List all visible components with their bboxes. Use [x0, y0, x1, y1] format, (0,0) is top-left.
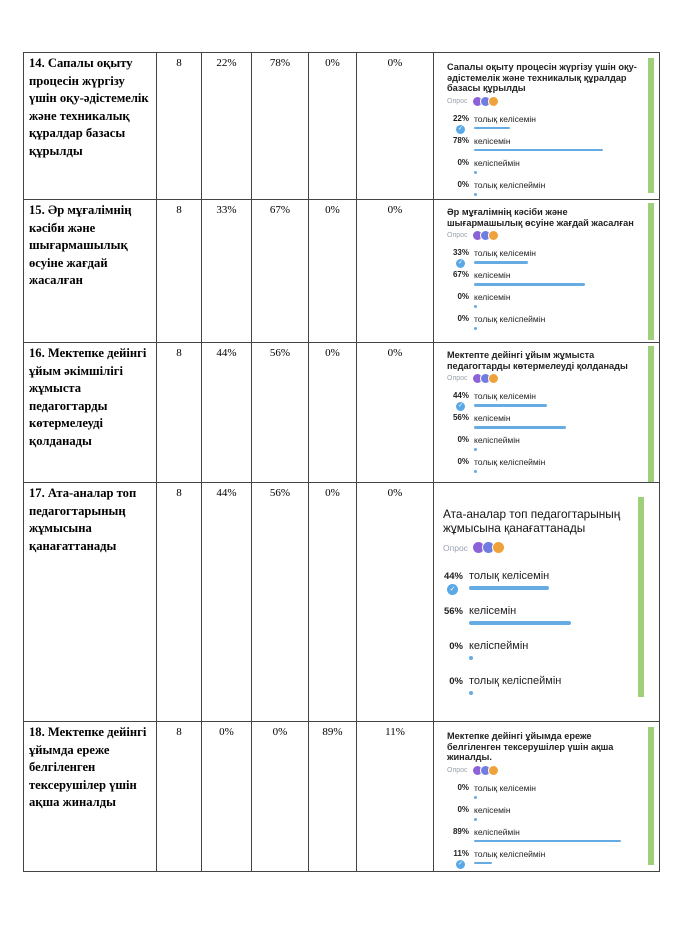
disagree-cell: 0% [309, 483, 357, 722]
poll-screenshot-cell [434, 722, 660, 872]
option-percent: 44% [443, 571, 463, 582]
avatar [488, 96, 499, 107]
poll-option [447, 412, 640, 434]
fully-agree-cell: 33% [202, 200, 252, 343]
poll-option [447, 434, 640, 456]
option-label: толық келісемін [474, 391, 536, 402]
agree-cell: 0% [252, 722, 309, 872]
option-percent: 44% [452, 391, 469, 401]
avatar-stack [472, 541, 505, 554]
option-percent: 33% [452, 248, 469, 258]
option-bar [469, 691, 473, 695]
poll-card [441, 203, 654, 340]
option-percent: 67% [452, 270, 469, 280]
option-percent: 0% [457, 314, 469, 324]
option-bar [474, 327, 477, 330]
option-percent: 78% [452, 135, 469, 145]
agree-cell: 56% [252, 343, 309, 483]
check-icon: ✓ [457, 860, 464, 867]
poll-title: Ата-аналар топ педагогтарының жұмысына қанағаттанады [443, 507, 621, 535]
option-percent: 0% [449, 676, 463, 687]
poll-title: Мектепте дейінгі ұйым жұмыста педагогтарды көтермелеуді қолданады [447, 350, 628, 371]
check-icon: ✓ [457, 260, 464, 267]
option-label: толық келіспеймін [474, 179, 546, 190]
poll-screenshot-cell [434, 483, 660, 722]
disagree-cell: 0% [309, 200, 357, 343]
avatar [488, 765, 499, 776]
option-label: келіспеймін [474, 826, 520, 837]
option-bar [474, 862, 492, 865]
option-percent: 0% [457, 157, 469, 167]
option-label: толық келісемін [469, 570, 550, 582]
option-label: толық келісемін [474, 113, 536, 124]
fully-disagree-cell: 0% [357, 53, 434, 200]
table-row [24, 483, 660, 722]
poll-option [447, 269, 640, 291]
check-icon: ✓ [447, 584, 458, 595]
option-bar [474, 305, 477, 308]
option-label: толық келіспеймін [474, 848, 546, 859]
fully-disagree-cell: 11% [357, 722, 434, 872]
avatar-stack [472, 96, 499, 107]
fully-disagree-cell: 0% [357, 343, 434, 483]
option-bar [469, 621, 571, 625]
option-bar [474, 193, 477, 196]
option-bar [474, 448, 477, 451]
fully-agree-cell: 22% [202, 53, 252, 200]
option-label: толық келісемін [474, 248, 536, 259]
option-label: келіспеймін [474, 157, 520, 168]
option-percent: 56% [443, 606, 463, 617]
table-row [24, 200, 660, 343]
poll-card [441, 727, 654, 865]
poll-card [441, 346, 654, 482]
fully-agree-cell: 44% [202, 343, 252, 483]
question-cell: 16. Мектепке дейінгі ұйым әкімшілігі жұмыста педагогтарды көтермелеуді қолданады [24, 343, 157, 483]
poll-title: Әр мұғалімнің кәсіби және шығармашылық өсуіне жағдай жасалған [447, 207, 634, 228]
option-label: толық келісемін [474, 782, 536, 793]
question-cell: 17. Ата-аналар топ педагогтарының жұмысына қанағаттанады [24, 483, 157, 722]
option-bar [474, 840, 621, 843]
poll-title: Мектепке дейінгі ұйымда ереже белгіленген тексерушілер үшін ақша жиналды. [447, 731, 614, 763]
poll-type: Опрос [443, 541, 630, 554]
poll-option [447, 313, 640, 335]
avatar-stack [472, 765, 499, 776]
poll-options [447, 113, 640, 201]
survey-table [23, 52, 660, 872]
question-cell: 15. Әр мұғалімнің кәсіби және шығармашылық өсуіне жағдай жасалған [24, 200, 157, 343]
fully-disagree-cell: 0% [357, 200, 434, 343]
poll-option [447, 247, 640, 269]
poll-options [447, 782, 640, 870]
poll-card [441, 58, 654, 193]
respondent-count-cell: 8 [157, 343, 202, 483]
fully-agree-cell: 0% [202, 722, 252, 872]
poll-option [443, 673, 630, 708]
option-percent: 56% [452, 413, 469, 423]
option-bar [469, 656, 473, 660]
poll-option [443, 603, 630, 638]
table-row [24, 722, 660, 872]
poll-type: Опрос [447, 373, 640, 384]
poll-option [447, 179, 640, 201]
option-label: толық келіспеймін [474, 314, 546, 325]
option-percent: 22% [452, 113, 469, 123]
option-bar [474, 426, 566, 429]
option-percent: 0% [457, 782, 469, 792]
poll-title: Сапалы оқыту процесін жүргізу үшін оқу-әдістемелік және техникалық құралдар базасы құрылды [447, 62, 637, 94]
poll-card [435, 497, 644, 697]
option-label: келісемін [474, 270, 511, 281]
option-bar [474, 171, 477, 174]
disagree-cell: 0% [309, 343, 357, 483]
respondent-count-cell: 8 [157, 722, 202, 872]
poll-option [447, 456, 640, 478]
option-bar [474, 127, 510, 130]
option-percent: 0% [457, 179, 469, 189]
poll-option [443, 568, 630, 603]
option-label: келіспеймін [474, 435, 520, 446]
option-bar [474, 818, 477, 821]
avatar [488, 230, 499, 241]
option-bar [474, 404, 547, 407]
poll-options [443, 568, 630, 708]
option-bar [474, 261, 528, 264]
option-label: келісемін [474, 135, 511, 146]
poll-option [447, 782, 640, 804]
option-percent: 0% [449, 641, 463, 652]
avatar [492, 541, 505, 554]
poll-screenshot-cell [434, 200, 660, 343]
poll-option [447, 848, 640, 870]
option-percent: 0% [457, 457, 469, 467]
poll-screenshot-cell [434, 53, 660, 200]
table-row [24, 53, 660, 200]
option-bar [474, 283, 585, 286]
option-label: келісемін [469, 605, 517, 617]
disagree-cell: 0% [309, 53, 357, 200]
poll-type: Опрос [447, 230, 640, 241]
poll-option [447, 113, 640, 135]
table-row [24, 343, 660, 483]
option-label: толық келіспеймін [469, 675, 562, 687]
option-label: келіспеймін [469, 640, 529, 652]
agree-cell: 67% [252, 200, 309, 343]
check-icon: ✓ [457, 403, 464, 410]
agree-cell: 56% [252, 483, 309, 722]
option-percent: 0% [457, 435, 469, 445]
option-percent: 11% [453, 848, 469, 858]
respondent-count-cell: 8 [157, 53, 202, 200]
avatar-stack [472, 373, 499, 384]
poll-options [447, 247, 640, 335]
question-cell: 14. Сапалы оқыту процесін жүргізу үшін оқу-әдістемелік және техникалық құралдар базасы құрылды [24, 53, 157, 200]
poll-options [447, 390, 640, 478]
option-percent: 89% [452, 826, 469, 836]
option-bar [469, 586, 549, 590]
disagree-cell: 89% [309, 722, 357, 872]
avatar [488, 373, 499, 384]
option-bar [474, 796, 477, 799]
poll-screenshot-cell [434, 343, 660, 483]
poll-option [447, 804, 640, 826]
avatar-stack [472, 230, 499, 241]
option-percent: 0% [457, 292, 469, 302]
option-bar [474, 149, 603, 152]
poll-option [447, 291, 640, 313]
option-label: келісемін [474, 804, 511, 815]
option-label: келісемін [474, 413, 511, 424]
question-cell: 18. Мектепке дейінгі ұйымда ереже белгіленген тексерушілер үшін ақша жиналды [24, 722, 157, 872]
poll-option [447, 157, 640, 179]
option-label: толық келіспеймін [474, 457, 546, 468]
poll-option [447, 390, 640, 412]
poll-type: Опрос [447, 765, 640, 776]
agree-cell: 78% [252, 53, 309, 200]
poll-option [443, 638, 630, 673]
poll-option [447, 135, 640, 157]
respondent-count-cell: 8 [157, 200, 202, 343]
option-percent: 0% [457, 804, 469, 814]
check-icon: ✓ [457, 125, 464, 132]
poll-option [447, 826, 640, 848]
option-bar [474, 470, 477, 473]
poll-type: Опрос [447, 96, 640, 107]
option-label: келісемін [474, 292, 511, 303]
fully-disagree-cell: 0% [357, 483, 434, 722]
respondent-count-cell: 8 [157, 483, 202, 722]
fully-agree-cell: 44% [202, 483, 252, 722]
